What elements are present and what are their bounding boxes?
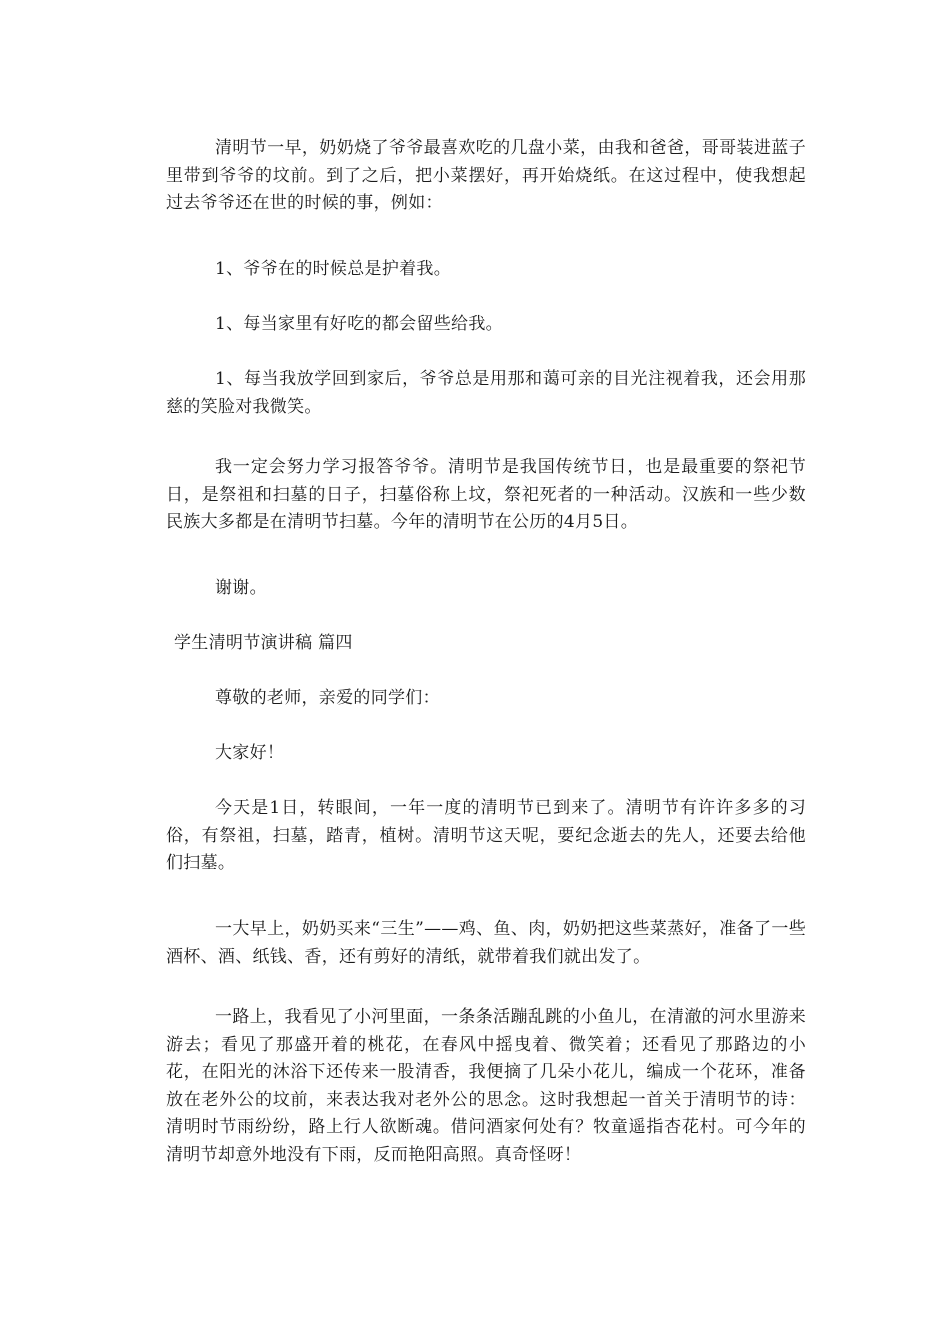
greeting: 大家好！	[215, 743, 285, 763]
list-item-smile: 1、每当我放学回到家后，爷爷总是用那和蔼可亲的目光注视着我，还会用那慈的笑脸对我微笑。	[166, 369, 806, 417]
salutation: 尊敬的老师，亲爱的同学们：	[215, 688, 440, 708]
list-item-protect: 1、爷爷在的时候总是护着我。	[215, 259, 452, 279]
list-item-food: 1、每当家里有好吃的都会留些给我。	[215, 314, 503, 334]
paragraph-tradition: 我一定会努力学习报答爷爷。清明节是我国传统节日，也是最重要的祭祀节日，是祭祖和扫墓的日子，扫墓俗称上坟，祭祀死者的一种活动。汉族和一些少数民族大多都是在清明节扫墓。今年的清明节在公历的4月5日。	[166, 457, 806, 532]
paragraph-customs: 今天是1日，转眼间，一年一度的清明节已到来了。清明节有许许多多的习俗，有祭祖，扫墓，踏青，植树。清明节这天呢，要纪念逝去的先人，还要去给他们扫墓。	[166, 798, 806, 873]
paragraph-thanks: 谢谢。	[215, 578, 267, 598]
paragraph-preparation: 一大早上，奶奶买来“三生”——鸡、鱼、肉，奶奶把这些菜蒸好，准备了一些酒杯、酒、纸钱、香，还有剪好的清纸，就带着我们就出发了。	[166, 919, 806, 967]
section-heading: 学生清明节演讲稿 篇四	[174, 633, 353, 653]
paragraph-grave-visit: 清明节一早，奶奶烧了爷爷最喜欢吃的几盘小菜，由我和爸爸，哥哥装进蓝子里带到爷爷的坟前。到了之后，把小菜摆好，再开始烧纸。在这过程中，使我想起过去爷爷还在世的时候的事，例如：	[166, 138, 806, 213]
paragraph-journey: 一路上，我看见了小河里面，一条条活蹦乱跳的小鱼儿，在清澈的河水里游来游去；看见了那盛开着的桃花，在春风中摇曳着、微笑着；还看见了那路边的小花，在阳光的沐浴下还传来一股清香，我便摘了几朵小花儿，编成一个花环，准备放在老外公的坟前，来表达我对老外公的思念。这时我想起一首关于清明节的诗：清明时节雨纷纷，路上行人欲断魂。借问酒家何处有？牧童遥指杏花村。可今年的清明节却意外地没有下雨，反而艳阳高照。真奇怪呀！	[166, 1007, 806, 1165]
